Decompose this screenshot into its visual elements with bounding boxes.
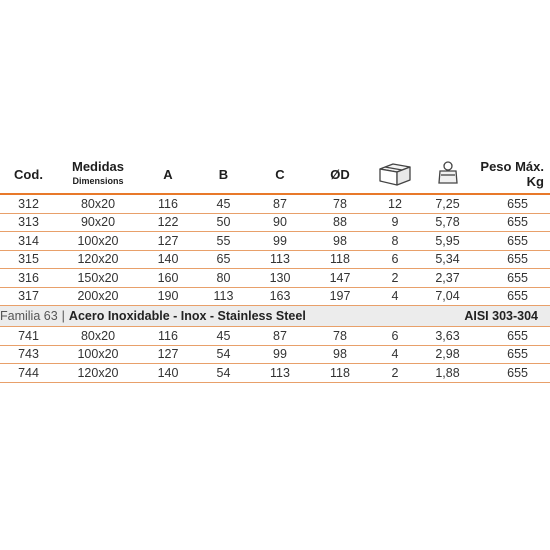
cell-a: 116 <box>139 327 197 346</box>
cell-weight-kg: 2,37 <box>420 269 475 288</box>
box-icon <box>377 159 413 190</box>
cell-medidas: 90x20 <box>57 213 139 232</box>
group1-rows <box>0 194 550 306</box>
cell-medidas: 120x20 <box>57 364 139 383</box>
group2-rows <box>0 327 550 383</box>
cell-c: 113 <box>250 250 310 269</box>
cell-od: 78 <box>310 327 370 346</box>
header-b: B <box>197 155 250 194</box>
cell-medidas: 80x20 <box>57 194 139 213</box>
table-row <box>0 287 550 306</box>
table-row <box>0 345 550 364</box>
cell-od: 147 <box>310 269 370 288</box>
table-row <box>0 213 550 232</box>
cell-medidas: 100x20 <box>57 345 139 364</box>
header-medidas <box>57 155 139 194</box>
cell-od: 118 <box>310 364 370 383</box>
cell-peso: 655 <box>475 327 550 346</box>
cell-a: 122 <box>139 213 197 232</box>
cell-od: 197 <box>310 287 370 306</box>
header-cod: Cod. <box>0 155 57 194</box>
header-medidas-label: Medidas <box>71 159 124 174</box>
cell-weight-kg: 1,88 <box>420 364 475 383</box>
cell-weight-kg: 7,04 <box>420 287 475 306</box>
family-separator: | <box>61 309 65 323</box>
cell-peso: 655 <box>475 232 550 251</box>
cell-a: 127 <box>139 345 197 364</box>
cell-weight-kg: 5,34 <box>420 250 475 269</box>
product-spec-table <box>0 155 550 383</box>
cell-c: 87 <box>250 194 310 213</box>
cell-a: 127 <box>139 232 197 251</box>
cell-c: 99 <box>250 345 310 364</box>
cell-c: 99 <box>250 232 310 251</box>
cell-a: 116 <box>139 194 197 213</box>
table-row <box>0 232 550 251</box>
header-c: C <box>250 155 310 194</box>
header-box <box>370 155 420 194</box>
cell-b: 80 <box>197 269 250 288</box>
cell-peso: 655 <box>475 345 550 364</box>
cell-cod: 313 <box>0 213 57 232</box>
cell-peso: 655 <box>475 194 550 213</box>
cell-a: 140 <box>139 250 197 269</box>
table-row <box>0 269 550 288</box>
family-title: Acero Inoxidable - Inox - Stainless Steel <box>68 309 306 323</box>
cell-box-qty: 9 <box>370 213 420 232</box>
cell-c: 87 <box>250 327 310 346</box>
cell-box-qty: 2 <box>370 364 420 383</box>
cell-od: 118 <box>310 250 370 269</box>
cell-medidas: 120x20 <box>57 250 139 269</box>
cell-b: 55 <box>197 232 250 251</box>
cell-box-qty: 2 <box>370 269 420 288</box>
cell-medidas: 150x20 <box>57 269 139 288</box>
cell-weight-kg: 5,78 <box>420 213 475 232</box>
cell-cod: 314 <box>0 232 57 251</box>
cell-medidas: 200x20 <box>57 287 139 306</box>
cell-b: 45 <box>197 327 250 346</box>
cell-a: 160 <box>139 269 197 288</box>
cell-box-qty: 8 <box>370 232 420 251</box>
cell-medidas: 80x20 <box>57 327 139 346</box>
family-section <box>0 306 550 327</box>
cell-weight-kg: 3,63 <box>420 327 475 346</box>
cell-box-qty: 6 <box>370 327 420 346</box>
cell-box-qty: 4 <box>370 345 420 364</box>
cell-od: 98 <box>310 232 370 251</box>
table-row <box>0 250 550 269</box>
header-od: ØD <box>310 155 370 194</box>
cell-od: 78 <box>310 194 370 213</box>
cell-c: 90 <box>250 213 310 232</box>
cell-cod: 744 <box>0 364 57 383</box>
cell-b: 45 <box>197 194 250 213</box>
header-a: A <box>139 155 197 194</box>
cell-weight-kg: 2,98 <box>420 345 475 364</box>
cell-box-qty: 12 <box>370 194 420 213</box>
cell-peso: 655 <box>475 269 550 288</box>
family-spec: AISI 303-304 <box>420 306 550 327</box>
cell-peso: 655 <box>475 250 550 269</box>
family-label: Familia 63 <box>0 309 58 323</box>
family-row <box>0 306 550 327</box>
cell-cod: 315 <box>0 250 57 269</box>
cell-cod: 743 <box>0 345 57 364</box>
cell-weight-kg: 5,95 <box>420 232 475 251</box>
weight-icon <box>436 160 460 189</box>
table-row <box>0 327 550 346</box>
cell-b: 50 <box>197 213 250 232</box>
cell-peso: 655 <box>475 364 550 383</box>
cell-cod: 312 <box>0 194 57 213</box>
cell-c: 163 <box>250 287 310 306</box>
table-row <box>0 194 550 213</box>
cell-peso: 655 <box>475 213 550 232</box>
cell-cod: 741 <box>0 327 57 346</box>
cell-weight-kg: 7,25 <box>420 194 475 213</box>
cell-od: 98 <box>310 345 370 364</box>
cell-b: 54 <box>197 345 250 364</box>
cell-medidas: 100x20 <box>57 232 139 251</box>
cell-od: 88 <box>310 213 370 232</box>
cell-b: 113 <box>197 287 250 306</box>
cell-a: 140 <box>139 364 197 383</box>
cell-peso: 655 <box>475 287 550 306</box>
cell-box-qty: 4 <box>370 287 420 306</box>
family-left <box>0 306 420 327</box>
header-weight <box>420 155 475 194</box>
cell-box-qty: 6 <box>370 250 420 269</box>
header-dimensions-label: Dimensions <box>72 176 124 186</box>
cell-cod: 316 <box>0 269 57 288</box>
cell-c: 113 <box>250 364 310 383</box>
table-row <box>0 364 550 383</box>
cell-b: 54 <box>197 364 250 383</box>
header-peso: Peso Máx. Kg <box>475 155 550 194</box>
cell-b: 65 <box>197 250 250 269</box>
header-row <box>0 155 550 194</box>
cell-a: 190 <box>139 287 197 306</box>
cell-cod: 317 <box>0 287 57 306</box>
cell-c: 130 <box>250 269 310 288</box>
